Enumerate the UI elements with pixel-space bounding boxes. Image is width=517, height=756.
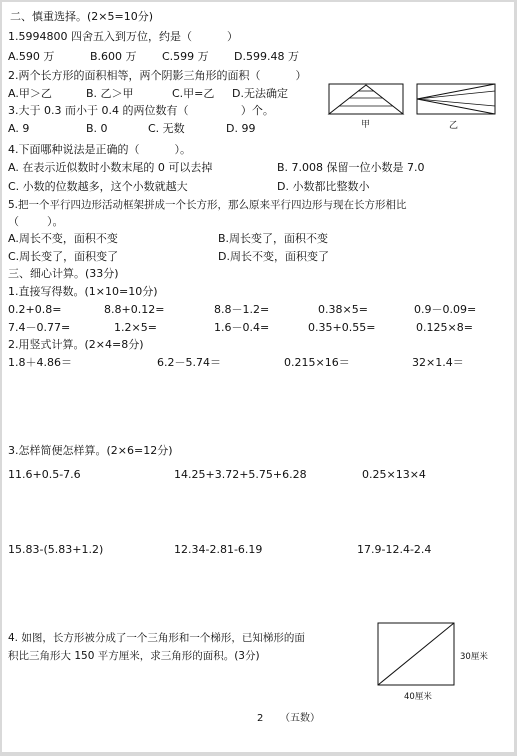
p1-r2-3: 1.6－0.4= — [214, 321, 270, 334]
q4-stem: 4.下面哪种说法是正确的（ ）。 — [8, 143, 191, 156]
q5-option-a: A.周长不变，面积不变 — [8, 232, 118, 245]
q1-option-a: A.590 万 — [8, 50, 55, 63]
p1-r1-3: 8.8－1.2= — [214, 303, 270, 316]
figure-yi — [417, 84, 495, 114]
q5-stem-line1: 5.把一个平行四边形活动框架拼成一个长方形，那么原来平行四边形与现在长方形相比 — [8, 199, 407, 211]
q2-option-d: D.无法确定 — [232, 87, 288, 100]
p3-r2-1: 15.83-(5.83+1.2) — [8, 543, 104, 556]
p2-item-4: 32×1.4＝ — [412, 356, 464, 369]
q5-option-d: D.周长不变，面积变了 — [218, 250, 329, 263]
p4-text-line1: 4. 如图，长方形被分成了一个三角形和一个梯形，已知梯形的面 — [8, 632, 305, 644]
q3-stem: 3.大于 0.3 而小于 0.4 的两位数有（ ）个。 — [8, 104, 274, 117]
figure-yi-label: 乙 — [449, 121, 459, 131]
q1-option-b: B.600 万 — [90, 50, 137, 63]
p1-r2-2: 1.2×5= — [114, 321, 157, 334]
q4-option-b: B. 7.008 保留一位小数是 7.0 — [277, 161, 425, 174]
section3-title: 三、细心计算。(33分) — [8, 267, 119, 280]
q2-figure — [327, 82, 507, 134]
p1-r2-1: 7.4－0.77= — [8, 321, 71, 334]
p1-r1-2: 8.8+0.12= — [104, 303, 165, 316]
q3-option-d: D. 99 — [226, 122, 256, 135]
p2-item-2: 6.2－5.74＝ — [157, 356, 221, 369]
p3-r1-3: 0.25×13×4 — [362, 468, 426, 481]
q4-option-d: D. 小数都比整数小 — [277, 180, 370, 193]
p1-r2-5: 0.125×8= — [416, 321, 473, 334]
p1-title: 1.直接写得数。(1×10=10分) — [8, 285, 158, 298]
p1-r1-5: 0.9－0.09= — [414, 303, 477, 316]
subject-label: （五数） — [280, 713, 320, 724]
q3-option-c: C. 无数 — [148, 122, 185, 135]
q5-option-b: B.周长变了，面积不变 — [218, 232, 329, 245]
q3-option-a: A. 9 — [8, 122, 30, 135]
p1-r2-4: 0.35+0.55= — [308, 321, 376, 334]
p4-width-label: 40厘米 — [404, 692, 432, 702]
p2-title: 2.用竖式计算。(2×4=8分) — [8, 338, 144, 351]
p3-r1-2: 14.25+3.72+5.75+6.28 — [174, 468, 307, 481]
p4-height-label: 30厘米 — [460, 652, 488, 662]
p2-item-1: 1.8＋4.86＝ — [8, 356, 72, 369]
q5-option-c: C.周长变了，面积变了 — [8, 250, 119, 263]
exam-page — [2, 2, 514, 752]
q3-option-b: B. 0 — [86, 122, 108, 135]
p3-title: 3.怎样简便怎样算。(2×6=12分) — [8, 444, 173, 457]
p4-text-line2: 积比三角形大 150 平方厘米，求三角形的面积。(3分) — [8, 650, 260, 662]
q1-stem: 1.5994800 四舍五入到万位，约是（ ） — [8, 30, 238, 43]
p3-r2-2: 12.34-2.81-6.19 — [174, 543, 263, 556]
figure-jia — [329, 84, 403, 114]
q4-option-a: A. 在表示近似数时小数末尾的 0 可以去掉 — [8, 161, 213, 174]
q2-option-a: A.甲＞乙 — [8, 87, 52, 100]
q4-option-c: C. 小数的位数越多，这个小数就越大 — [8, 180, 188, 193]
p1-r1-1: 0.2+0.8= — [8, 303, 62, 316]
q2-stem: 2.两个长方形的面积相等，两个阴影三角形的面积（ ） — [8, 69, 307, 82]
q2-option-c: C.甲=乙 — [172, 87, 215, 100]
q5-stem-line2: （ ）。 — [8, 215, 64, 228]
q1-option-c: C.599 万 — [162, 50, 209, 63]
section2-title: 二、慎重选择。(2×5=10分) — [10, 10, 154, 23]
p1-r1-4: 0.38×5= — [318, 303, 368, 316]
figure-jia-label: 甲 — [361, 120, 371, 130]
p3-r2-3: 17.9-12.4-2.4 — [357, 543, 432, 556]
p3-r1-1: 11.6+0.5-7.6 — [8, 468, 81, 481]
q2-option-b: B. 乙＞甲 — [86, 87, 134, 100]
p2-item-3: 0.215×16＝ — [284, 356, 350, 369]
q1-option-d: D.599.48 万 — [234, 50, 299, 63]
p4-rectangle-figure — [377, 622, 457, 688]
page-number: 2 — [257, 713, 264, 724]
